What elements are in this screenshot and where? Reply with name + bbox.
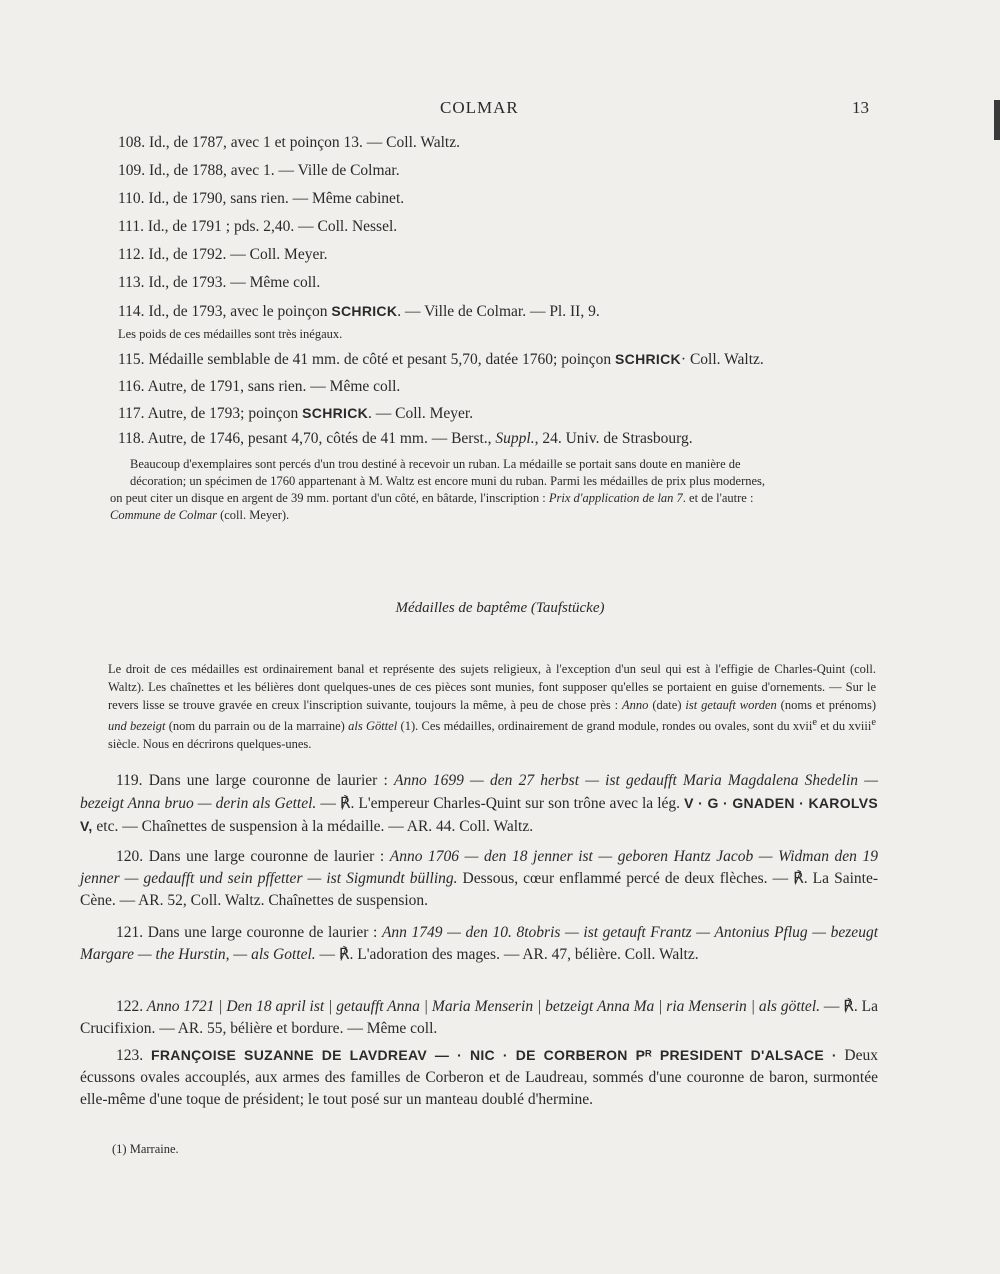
catalog-entry: 111. Id., de 1791 ; pds. 2,40. — Coll. Nessel. <box>118 218 398 235</box>
page-title: COLMAR <box>440 98 519 117</box>
catalog-entry: 110. Id., de 1790, sans rien. — Même cabinet. <box>118 190 405 207</box>
entry-note-paragraph: Beaucoup d'exemplaires sont percés d'un trou destiné à recevoir un ruban. La médaille se portait sans doute en manière de décoration; un spécimen de 1760 appartenant à M. Waltz est encore muni du ruban. Parmi les médailles de prix plus modernes, on peut citer un disque en argent de 39 mm. portant d'un côté, en bâtarde, l'inscription : Prix d'application de lan 7. et de l'autre : Commune de Colmar (coll. Meyer). <box>110 457 766 522</box>
page-number: 13 <box>852 98 869 117</box>
catalog-entry: 112. Id., de 1792. — Coll. Meyer. <box>118 246 328 263</box>
catalog-entry: 117. Autre, de 1793; poinçon SCHRICK. — Coll. Meyer. <box>118 405 474 422</box>
entry-note: Les poids de ces médailles sont très inégaux. <box>118 327 343 341</box>
hallmark-schrick: SCHRICK <box>302 405 369 421</box>
hallmark-schrick: SCHRICK <box>615 351 681 367</box>
footnote: (1) Marraine. <box>112 1142 179 1156</box>
section-intro: Le droit de ces médailles est ordinairement banal et représente des sujets religieux, à l'exception d'un seul qui est à l'effigie de Charles-Quint (coll. Waltz). Les chaînettes et les bélières dont quelques-unes de ces pièces sont munies, font supposer qu'elles se portaient en guise d'ornements. — Sur le revers lisse se trouve gravée en creux l'inscription suivante, toujours la même, à peu de chose près : Anno (date) ist getauft worden (noms et prénoms) und bezeigt (nom du parrain ou de la marraine) als Göttel (1). Ces médailles, ordinairement de grand module, rondes ou ovales, sont du xvii$^e$ et du xviii$^e$ siècle. Nous en décrirons quelques-unes. <box>108 662 876 752</box>
section-heading: Médailles de baptême (Taufstücke) <box>395 600 605 616</box>
catalog-entry: 108. Id., de 1787, avec 1 et poinçon 13. — Coll. Waltz. <box>118 134 460 151</box>
hallmark-schrick: SCHRICK <box>331 303 398 319</box>
catalog-entry-122: 122. Anno 1721 | Den 18 april ist | getaufft Anna | Maria Menserin | betzeigt Anna Ma | ria Menserin | als göttel. — ℟. La Crucifixion. — AR. 55, bélière et bordure. — Même coll. <box>80 998 878 1037</box>
catalog-entry: 116. Autre, de 1791, sans rien. — Même coll. <box>118 378 401 395</box>
catalog-entry: 114. Id., de 1793, avec le poinçon SCHRICK. — Ville de Colmar. — Pl. II, 9. <box>118 303 600 320</box>
catalog-entry: 109. Id., de 1788, avec 1. — Ville de Colmar. <box>118 162 400 179</box>
catalog-entry: 118. Autre, de 1746, pesant 4,70, côtés de 41 mm. — Berst., Suppl., 24. Univ. de Strasbourg. <box>118 430 693 447</box>
catalog-entry-119: 119. Dans une large couronne de laurier : Anno 1699 — den 27 herbst — ist gedaufft Maria Magdalena Shedelin — bezeigt Anna bruo — derin als Gettel. — ℟. L'empereur Charles-Quint sur son trône avec la lég. V · G · GNADEN · KAROLVS V, etc. — Chaînettes de suspension à la médaille. — AR. 44. Coll. Waltz. <box>80 772 878 835</box>
catalog-entry: 115. Médaille semblable de 41 mm. de côté et pesant 5,70, datée 1760; poinçon SCHRICK· Coll. Waltz. <box>118 351 764 368</box>
running-header <box>0 98 1000 122</box>
catalog-entry-123: 123. FRANÇOISE SUZANNE DE LAVDREAV — · NIC · DE CORBERON Pᴿ PRESIDENT D'ALSACE · Deux écussons ovales accouplés, aux armes des familles de Corberon et de Laudreau, sommés d'une couronne de baron, surmontée elle-même d'une toque de président; le tout posé sur un manteau doublé d'hermine. <box>80 1047 878 1108</box>
catalog-entry-121: 121. Dans une large couronne de laurier : Ann 1749 — den 10. 8tobris — ist getauft Frantz — Antonius Pflug — bezeugt Margare — the Hurstin, — als Gottel. — ℟. L'adoration des mages. — AR. 47, bélière. Coll. Waltz. <box>80 924 878 963</box>
catalog-entry-120: 120. Dans une large couronne de laurier : Anno 1706 — den 18 jenner ist — geboren Hantz Jacob — Widman den 19 jenner — gedaufft und sein pffetter — ist Sigmundt bülling. Dessous, cœur enflammé percé de deux flèches. — ℟. La Sainte-Cène. — AR. 52, Coll. Waltz. Chaînettes de suspension. <box>80 848 878 909</box>
catalog-entry: 113. Id., de 1793. — Même coll. <box>118 274 321 291</box>
